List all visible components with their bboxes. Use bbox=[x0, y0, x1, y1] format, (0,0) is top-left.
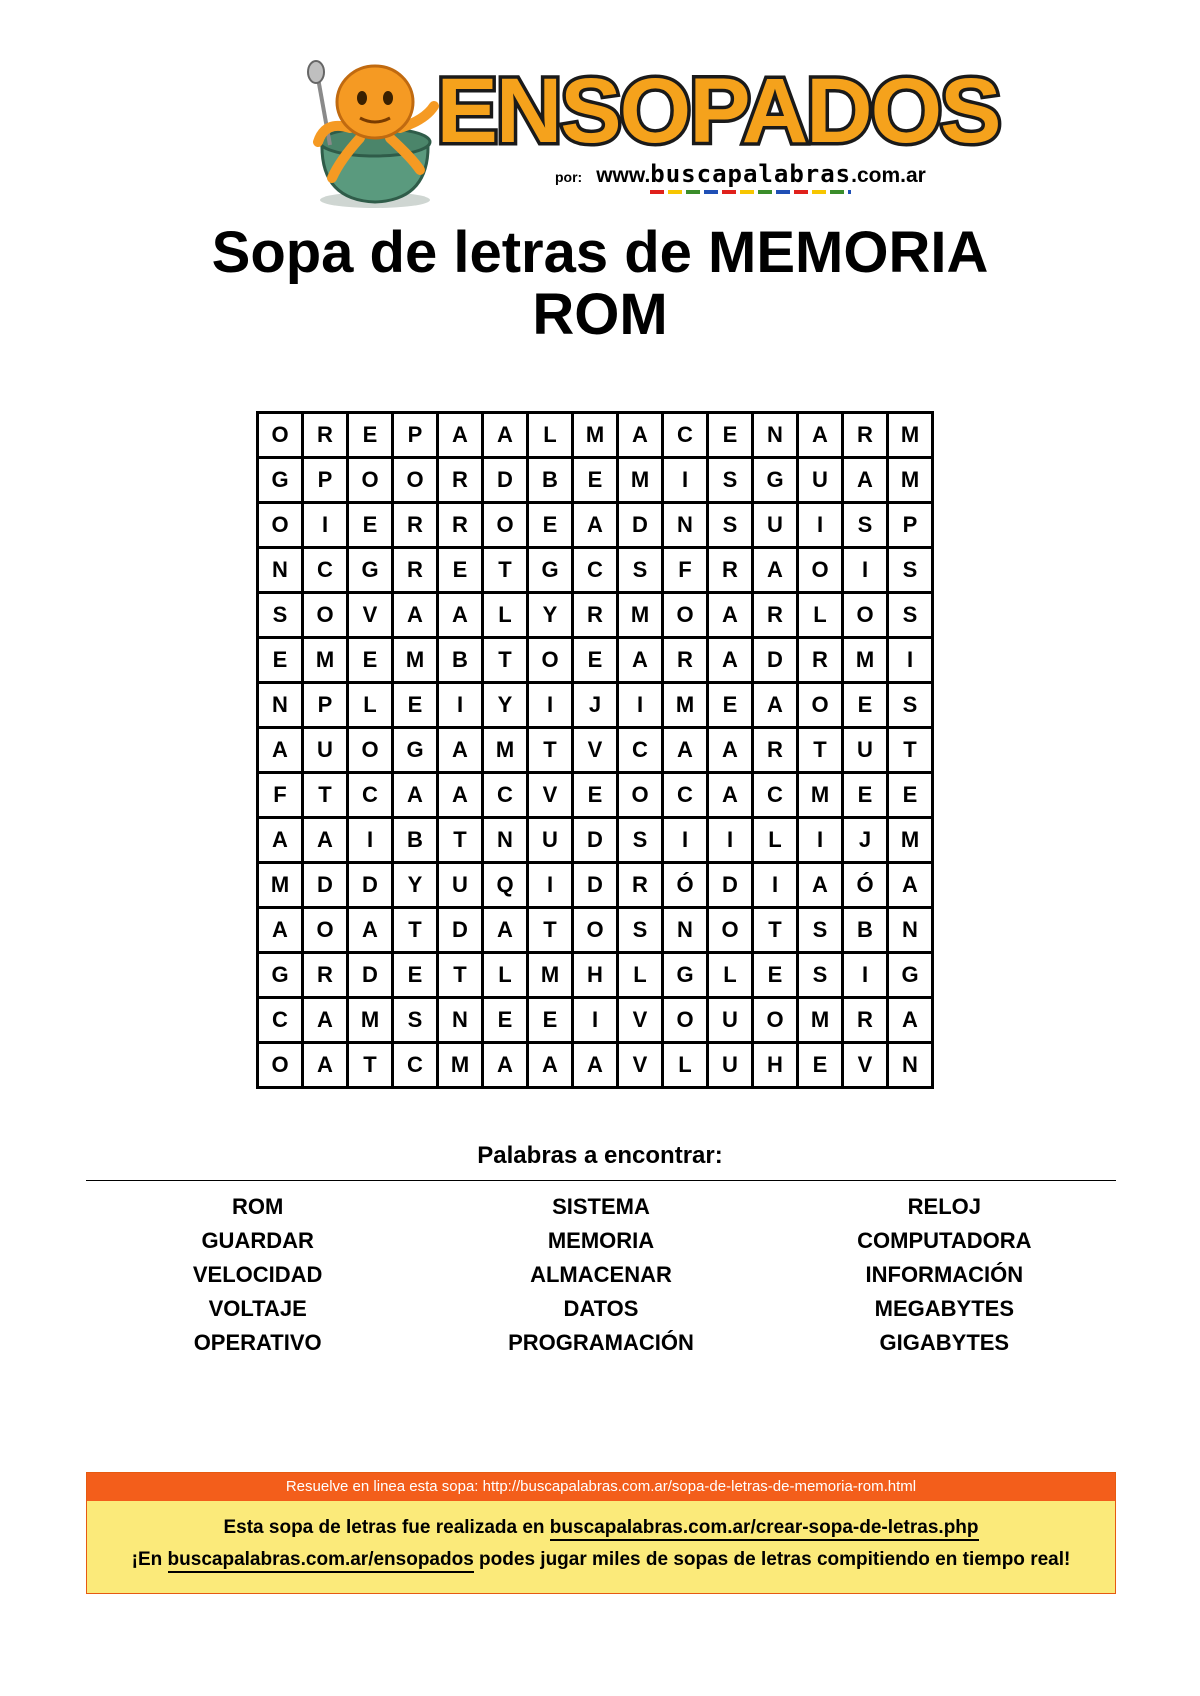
grid-cell: P bbox=[303, 683, 348, 728]
grid-cell: O bbox=[258, 413, 303, 458]
grid-cell: P bbox=[303, 458, 348, 503]
grid-cell: A bbox=[438, 773, 483, 818]
create-puzzle-link[interactable]: buscapalabras.com.ar/crear-sopa-de-letras.php bbox=[550, 1517, 979, 1541]
grid-cell: R bbox=[438, 503, 483, 548]
grid-cell: L bbox=[483, 593, 528, 638]
grid-cell: A bbox=[798, 863, 843, 908]
grid-cell: O bbox=[663, 998, 708, 1043]
grid-cell: R bbox=[843, 413, 888, 458]
grid-cell: A bbox=[303, 1043, 348, 1088]
grid-cell: C bbox=[348, 773, 393, 818]
word-item: ROM bbox=[232, 1194, 284, 1219]
grid-row bbox=[258, 683, 933, 728]
footer-line-1 bbox=[87, 1517, 1115, 1539]
grid-cell: N bbox=[258, 548, 303, 593]
grid-cell: S bbox=[258, 593, 303, 638]
grid-cell: I bbox=[663, 818, 708, 863]
footer-box bbox=[86, 1472, 1116, 1594]
grid-cell: V bbox=[573, 728, 618, 773]
grid-cell: R bbox=[303, 953, 348, 998]
grid-cell: A bbox=[618, 638, 663, 683]
grid-cell: Y bbox=[528, 593, 573, 638]
grid-cell: I bbox=[573, 998, 618, 1043]
grid-cell: C bbox=[393, 1043, 438, 1088]
grid-row bbox=[258, 1043, 933, 1088]
grid-cell: N bbox=[438, 998, 483, 1043]
word-item: PROGRAMACIÓN bbox=[508, 1330, 694, 1355]
grid-cell: T bbox=[393, 908, 438, 953]
footer-banner[interactable]: Resuelve en linea esta sopa: http://buscapalabras.com.ar/sopa-de-letras-de-memoria-rom.html bbox=[87, 1473, 1115, 1501]
grid-cell: T bbox=[483, 548, 528, 593]
ensopados-link[interactable]: buscapalabras.com.ar/ensopados bbox=[168, 1549, 474, 1573]
grid-cell: M bbox=[618, 458, 663, 503]
grid-row bbox=[258, 728, 933, 773]
word-item: ALMACENAR bbox=[530, 1262, 672, 1287]
grid-cell: M bbox=[258, 863, 303, 908]
word-item: GUARDAR bbox=[201, 1228, 314, 1253]
grid-cell: N bbox=[663, 908, 708, 953]
site-suffix: .com.ar bbox=[851, 164, 926, 187]
grid-cell: C bbox=[663, 773, 708, 818]
grid-cell: A bbox=[708, 773, 753, 818]
grid-cell: E bbox=[393, 953, 438, 998]
grid-cell: O bbox=[573, 908, 618, 953]
grid-cell: C bbox=[753, 773, 798, 818]
grid-cell: O bbox=[348, 728, 393, 773]
grid-cell: R bbox=[798, 638, 843, 683]
footer-line-2-prefix: ¡En bbox=[131, 1549, 168, 1570]
grid-cell: A bbox=[438, 413, 483, 458]
grid-cell: D bbox=[438, 908, 483, 953]
grid-cell: N bbox=[888, 1043, 933, 1088]
grid-cell: N bbox=[888, 908, 933, 953]
grid-cell: I bbox=[798, 818, 843, 863]
grid-cell: G bbox=[393, 728, 438, 773]
grid-cell: A bbox=[393, 773, 438, 818]
grid-cell: D bbox=[573, 818, 618, 863]
octopus-in-pot-icon bbox=[300, 50, 450, 210]
grid-cell: A bbox=[708, 638, 753, 683]
grid-cell: O bbox=[258, 1043, 303, 1088]
grid-cell: T bbox=[753, 908, 798, 953]
word-item: INFORMACIÓN bbox=[865, 1262, 1024, 1287]
ensopados-wordmark bbox=[436, 54, 1000, 174]
grid-cell: O bbox=[663, 593, 708, 638]
grid-cell: S bbox=[618, 818, 663, 863]
grid-cell: T bbox=[528, 728, 573, 773]
title-line-2: ROM bbox=[532, 282, 668, 347]
footer-line-2-suffix: podes jugar miles de sopas de letras compitiendo en tiempo real! bbox=[473, 1549, 1071, 1570]
grid-row bbox=[258, 458, 933, 503]
grid-cell: I bbox=[708, 818, 753, 863]
grid-cell: A bbox=[438, 593, 483, 638]
grid-cell: P bbox=[393, 413, 438, 458]
grid-cell: S bbox=[708, 458, 753, 503]
grid-cell: A bbox=[303, 998, 348, 1043]
grid-cell: R bbox=[663, 638, 708, 683]
grid-cell: E bbox=[348, 503, 393, 548]
grid-cell: I bbox=[438, 683, 483, 728]
site-line bbox=[555, 160, 926, 188]
grid-cell: M bbox=[438, 1043, 483, 1088]
grid-cell: A bbox=[753, 548, 798, 593]
grid-cell: F bbox=[258, 773, 303, 818]
grid-cell: C bbox=[258, 998, 303, 1043]
grid-cell: M bbox=[888, 413, 933, 458]
por-label: por: bbox=[555, 169, 583, 185]
grid-cell: O bbox=[753, 998, 798, 1043]
grid-cell: I bbox=[303, 503, 348, 548]
grid-cell: A bbox=[258, 728, 303, 773]
grid-cell: S bbox=[798, 908, 843, 953]
grid-cell: A bbox=[258, 818, 303, 863]
word-item: OPERATIVO bbox=[193, 1330, 322, 1355]
grid-cell: Y bbox=[483, 683, 528, 728]
grid-cell: A bbox=[483, 413, 528, 458]
grid-cell: B bbox=[438, 638, 483, 683]
grid-cell: U bbox=[708, 1043, 753, 1088]
grid-cell: T bbox=[798, 728, 843, 773]
grid-cell: A bbox=[483, 1043, 528, 1088]
word-item: VOLTAJE bbox=[208, 1296, 307, 1321]
grid-cell: T bbox=[438, 953, 483, 998]
grid-cell: A bbox=[348, 908, 393, 953]
grid-cell: G bbox=[528, 548, 573, 593]
grid-cell: R bbox=[618, 863, 663, 908]
grid-cell: T bbox=[483, 638, 528, 683]
grid-cell: J bbox=[573, 683, 618, 728]
grid-cell: E bbox=[393, 683, 438, 728]
grid-cell: A bbox=[573, 1043, 618, 1088]
grid-cell: L bbox=[528, 413, 573, 458]
grid-cell: G bbox=[663, 953, 708, 998]
grid-cell: D bbox=[303, 863, 348, 908]
grid-cell: D bbox=[348, 953, 393, 998]
grid-cell: E bbox=[708, 413, 753, 458]
word-item: SISTEMA bbox=[552, 1194, 650, 1219]
grid-cell: V bbox=[843, 1043, 888, 1088]
grid-cell: C bbox=[663, 413, 708, 458]
grid-cell: L bbox=[348, 683, 393, 728]
site-domain-wrap bbox=[650, 160, 851, 188]
grid-cell: E bbox=[348, 413, 393, 458]
grid-cell: E bbox=[438, 548, 483, 593]
grid-cell: V bbox=[348, 593, 393, 638]
grid-cell: O bbox=[258, 503, 303, 548]
grid-cell: E bbox=[798, 1043, 843, 1088]
grid-cell: E bbox=[573, 638, 618, 683]
word-item: RELOJ bbox=[907, 1194, 981, 1219]
grid-cell: O bbox=[528, 638, 573, 683]
grid-cell: A bbox=[393, 593, 438, 638]
wordmark-text: ENSOPADOS bbox=[436, 60, 1000, 162]
grid-cell: A bbox=[438, 728, 483, 773]
footer-line-1-text: Esta sopa de letras fue realizada en bbox=[223, 1517, 550, 1538]
grid-cell: B bbox=[393, 818, 438, 863]
grid-cell: Y bbox=[393, 863, 438, 908]
grid-row bbox=[258, 908, 933, 953]
grid-cell: H bbox=[753, 1043, 798, 1088]
grid-cell: O bbox=[798, 683, 843, 728]
grid-cell: L bbox=[753, 818, 798, 863]
grid-row bbox=[258, 953, 933, 998]
grid-cell: S bbox=[888, 593, 933, 638]
grid-cell: T bbox=[528, 908, 573, 953]
grid-cell: A bbox=[483, 908, 528, 953]
grid-cell: C bbox=[303, 548, 348, 593]
grid-cell: I bbox=[528, 683, 573, 728]
grid-cell: I bbox=[753, 863, 798, 908]
grid-cell: E bbox=[573, 773, 618, 818]
grid-cell: I bbox=[888, 638, 933, 683]
grid-cell: R bbox=[303, 413, 348, 458]
grid-row bbox=[258, 548, 933, 593]
grid-cell: U bbox=[303, 728, 348, 773]
grid-cell: S bbox=[888, 683, 933, 728]
grid-cell: S bbox=[888, 548, 933, 593]
color-stripe bbox=[650, 190, 851, 194]
grid-cell: A bbox=[618, 413, 663, 458]
grid-cell: A bbox=[573, 503, 618, 548]
grid-row bbox=[258, 503, 933, 548]
footer-line-2 bbox=[87, 1549, 1115, 1571]
grid-cell: C bbox=[618, 728, 663, 773]
word-item: COMPUTADORA bbox=[857, 1228, 1032, 1253]
grid-cell: A bbox=[843, 458, 888, 503]
grid-cell: M bbox=[618, 593, 663, 638]
grid-cell: L bbox=[618, 953, 663, 998]
grid-cell: A bbox=[708, 728, 753, 773]
site-domain: buscapalabras bbox=[650, 160, 852, 188]
grid-cell: A bbox=[888, 863, 933, 908]
grid-cell: N bbox=[483, 818, 528, 863]
grid-cell: E bbox=[258, 638, 303, 683]
grid-cell: C bbox=[573, 548, 618, 593]
grid-cell: G bbox=[258, 458, 303, 503]
grid-cell: L bbox=[483, 953, 528, 998]
grid-cell: U bbox=[753, 503, 798, 548]
grid-cell: O bbox=[483, 503, 528, 548]
grid-cell: M bbox=[798, 773, 843, 818]
grid-cell: G bbox=[753, 458, 798, 503]
grid-cell: T bbox=[888, 728, 933, 773]
grid-row bbox=[258, 413, 933, 458]
grid-cell: R bbox=[393, 503, 438, 548]
grid-cell: J bbox=[843, 818, 888, 863]
grid-cell: E bbox=[708, 683, 753, 728]
grid-cell: Ó bbox=[843, 863, 888, 908]
grid-cell: R bbox=[753, 593, 798, 638]
grid-cell: R bbox=[438, 458, 483, 503]
grid-cell: M bbox=[303, 638, 348, 683]
grid-cell: M bbox=[393, 638, 438, 683]
grid-cell: M bbox=[663, 683, 708, 728]
grid-cell: I bbox=[843, 548, 888, 593]
grid-cell: U bbox=[843, 728, 888, 773]
grid-cell: M bbox=[843, 638, 888, 683]
grid-cell: D bbox=[573, 863, 618, 908]
grid-cell: I bbox=[618, 683, 663, 728]
grid-cell: I bbox=[798, 503, 843, 548]
grid-cell: P bbox=[888, 503, 933, 548]
page-title bbox=[0, 222, 1200, 346]
grid-cell: R bbox=[393, 548, 438, 593]
grid-cell: D bbox=[708, 863, 753, 908]
grid-cell: V bbox=[618, 1043, 663, 1088]
grid-cell: A bbox=[708, 593, 753, 638]
grid-cell: H bbox=[573, 953, 618, 998]
grid-row bbox=[258, 773, 933, 818]
grid-cell: U bbox=[708, 998, 753, 1043]
grid-cell: E bbox=[843, 683, 888, 728]
grid-cell: R bbox=[843, 998, 888, 1043]
site-prefix: www. bbox=[596, 164, 651, 187]
grid-cell: A bbox=[258, 908, 303, 953]
words-heading: Palabras a encontrar: bbox=[477, 1142, 723, 1169]
grid-cell: I bbox=[843, 953, 888, 998]
logo-area bbox=[300, 50, 1000, 210]
grid-cell: L bbox=[663, 1043, 708, 1088]
grid-cell: L bbox=[708, 953, 753, 998]
grid-cell: A bbox=[888, 998, 933, 1043]
divider bbox=[86, 1180, 1116, 1181]
grid-cell: U bbox=[798, 458, 843, 503]
grid-cell: N bbox=[753, 413, 798, 458]
grid-cell: N bbox=[258, 683, 303, 728]
grid-cell: O bbox=[393, 458, 438, 503]
grid-cell: G bbox=[888, 953, 933, 998]
grid-row bbox=[258, 818, 933, 863]
grid-cell: M bbox=[528, 953, 573, 998]
grid-row bbox=[258, 638, 933, 683]
grid-cell: D bbox=[483, 458, 528, 503]
grid-cell: O bbox=[708, 908, 753, 953]
grid-cell: E bbox=[843, 773, 888, 818]
grid-cell: S bbox=[798, 953, 843, 998]
grid-cell: S bbox=[393, 998, 438, 1043]
title-line-1: Sopa de letras de MEMORIA bbox=[211, 220, 989, 285]
grid-cell: G bbox=[348, 548, 393, 593]
word-item: MEGABYTES bbox=[874, 1296, 1014, 1321]
grid-cell: G bbox=[258, 953, 303, 998]
grid-cell: O bbox=[303, 908, 348, 953]
word-item: GIGABYTES bbox=[879, 1330, 1010, 1355]
grid-cell: M bbox=[888, 818, 933, 863]
grid-cell: M bbox=[798, 998, 843, 1043]
grid-row bbox=[258, 593, 933, 638]
grid-cell: V bbox=[618, 998, 663, 1043]
grid-cell: A bbox=[753, 683, 798, 728]
grid-cell: Q bbox=[483, 863, 528, 908]
grid-cell: B bbox=[843, 908, 888, 953]
grid-cell: I bbox=[348, 818, 393, 863]
grid-cell: C bbox=[483, 773, 528, 818]
grid-cell: A bbox=[798, 413, 843, 458]
grid-cell: A bbox=[663, 728, 708, 773]
grid-cell: E bbox=[753, 953, 798, 998]
word-item: DATOS bbox=[563, 1296, 639, 1321]
grid-cell: D bbox=[753, 638, 798, 683]
grid-cell: L bbox=[798, 593, 843, 638]
grid-cell: S bbox=[708, 503, 753, 548]
grid-cell: T bbox=[438, 818, 483, 863]
grid-cell: A bbox=[303, 818, 348, 863]
grid-cell: R bbox=[753, 728, 798, 773]
grid-cell: S bbox=[618, 548, 663, 593]
word-item: MEMORIA bbox=[547, 1228, 655, 1253]
word-item: VELOCIDAD bbox=[192, 1262, 323, 1287]
word-list bbox=[86, 1192, 1116, 1358]
grid-cell: R bbox=[708, 548, 753, 593]
grid-cell: O bbox=[843, 593, 888, 638]
grid-cell: M bbox=[573, 413, 618, 458]
grid-cell: E bbox=[528, 998, 573, 1043]
grid-cell: M bbox=[888, 458, 933, 503]
grid-cell: E bbox=[348, 638, 393, 683]
grid-cell: Ó bbox=[663, 863, 708, 908]
grid-cell: O bbox=[798, 548, 843, 593]
grid-cell: B bbox=[528, 458, 573, 503]
grid-cell: T bbox=[348, 1043, 393, 1088]
grid-cell: D bbox=[618, 503, 663, 548]
grid-cell: S bbox=[843, 503, 888, 548]
grid-cell: E bbox=[888, 773, 933, 818]
grid-cell: O bbox=[348, 458, 393, 503]
grid-cell: I bbox=[528, 863, 573, 908]
grid-cell: D bbox=[348, 863, 393, 908]
grid-cell: R bbox=[573, 593, 618, 638]
grid-cell: A bbox=[528, 1043, 573, 1088]
puzzle-grid bbox=[256, 411, 934, 1089]
grid-cell: S bbox=[618, 908, 663, 953]
grid-cell: T bbox=[303, 773, 348, 818]
grid-cell: E bbox=[573, 458, 618, 503]
grid-cell: U bbox=[438, 863, 483, 908]
grid-cell: V bbox=[528, 773, 573, 818]
grid-cell: E bbox=[483, 998, 528, 1043]
grid-row bbox=[258, 998, 933, 1043]
grid-row bbox=[258, 863, 933, 908]
grid-cell: E bbox=[528, 503, 573, 548]
grid-cell: M bbox=[348, 998, 393, 1043]
grid-cell: M bbox=[483, 728, 528, 773]
grid-cell: I bbox=[663, 458, 708, 503]
grid-cell: F bbox=[663, 548, 708, 593]
grid-cell: O bbox=[303, 593, 348, 638]
grid-cell: U bbox=[528, 818, 573, 863]
grid-cell: N bbox=[663, 503, 708, 548]
grid-cell: O bbox=[618, 773, 663, 818]
